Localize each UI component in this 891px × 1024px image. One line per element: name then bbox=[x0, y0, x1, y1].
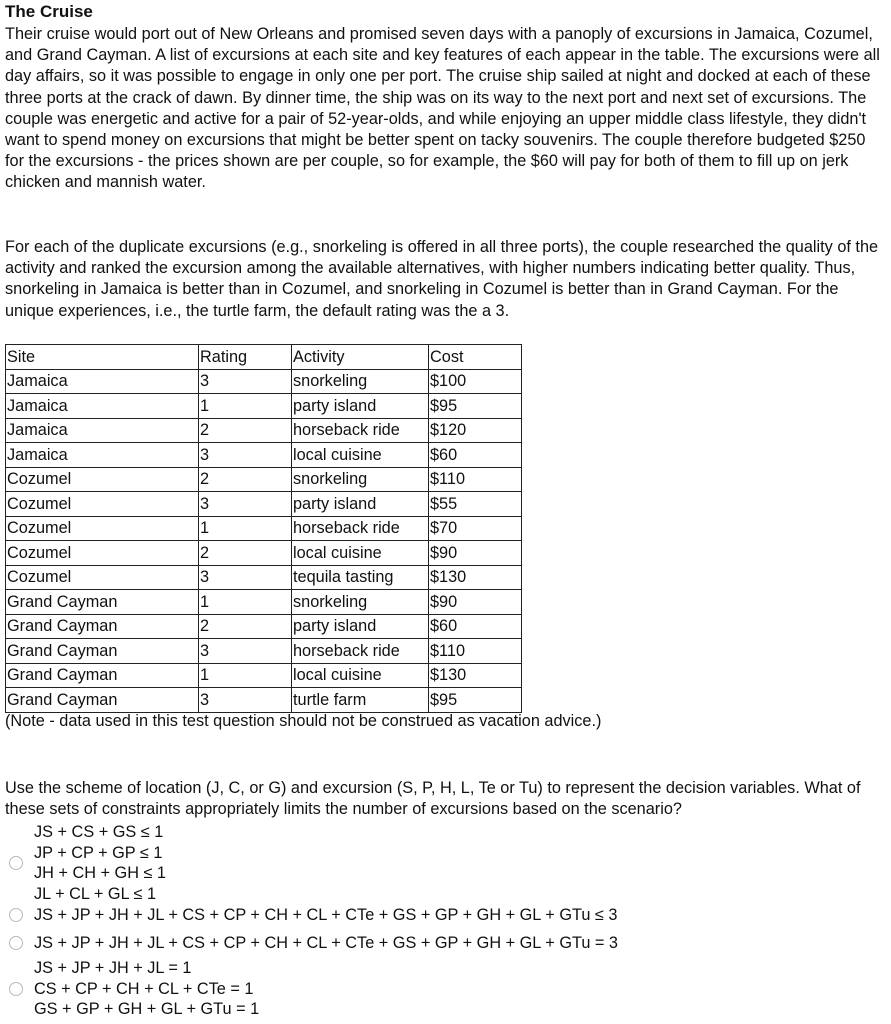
site-cell: Jamaica bbox=[6, 418, 199, 443]
constraint-line: CS + CP + CH + CL + CTe = 1 bbox=[34, 979, 254, 998]
table-row bbox=[6, 394, 522, 419]
constraint-line: GS + GP + GH + GL + GTu = 1 bbox=[34, 1000, 260, 1018]
rating-cell: 3 bbox=[199, 639, 292, 664]
rating-cell: 2 bbox=[199, 467, 292, 492]
site-cell: Cozumel bbox=[6, 516, 199, 541]
activity-cell: snorkeling bbox=[292, 467, 429, 492]
answer-option-4[interactable] bbox=[9, 958, 259, 1020]
option-text bbox=[34, 933, 618, 954]
scenario-paragraph: Their cruise would port out of New Orleans and promised seven days with a panoply of excursions in Jamaica, Cozumel, and Grand Cayman. A list of excursions at each site and key features of each appear in the table. The excursions were all day affairs, so it was possible to engage in only one per port. The cruise ship sailed at night and docked at each of these three ports at the crack of dawn. By dinner time, the ship was on its way to the next port and next set of excursions. The couple was energetic and active for a pair of 52-year-olds, and while enjoying an upper middle class lifestyle, they didn't want to spend money on excursions that might be better spent on tacky souvenirs. The couple therefore budgeted $250 for the excursions - the prices shown are per couple, so for example, the $60 will pay for both of them to fill up on jerk chicken and mannish water. bbox=[5, 25, 880, 192]
constraint-line: JH + CH + GH ≤ 1 bbox=[34, 864, 166, 882]
site-cell: Grand Cayman bbox=[6, 590, 199, 615]
site-cell: Cozumel bbox=[6, 492, 199, 517]
table-row bbox=[6, 565, 522, 590]
ratings-paragraph: For each of the duplicate excursions (e.g., snorkeling is offered in all three ports), the couple researched the quality of the activity and ranked the excursion among the available alternatives, with higher numbers indicating better quality. Thus, snorkeling in Jamaica is better than in Cozumel, and snorkeling in Cozumel is better than in Grand Cayman. For the unique experiences, i.e., the turtle farm, the default rating was the a 3. bbox=[5, 238, 879, 320]
activity-cell: horseback ride bbox=[292, 418, 429, 443]
rating-cell: 1 bbox=[199, 516, 292, 541]
rating-cell: 1 bbox=[199, 590, 292, 615]
constraint-line: JS + CS + GS ≤ 1 bbox=[34, 823, 164, 841]
constraint-line: JS + JP + JH + JL + CS + CP + CH + CL + CTe + GS + GP + GH + GL + GTu ≤ 3 bbox=[34, 906, 618, 924]
site-cell: Jamaica bbox=[6, 369, 199, 394]
table-row bbox=[6, 418, 522, 443]
activity-cell: snorkeling bbox=[292, 369, 429, 394]
site-cell: Grand Cayman bbox=[6, 639, 199, 664]
answer-option-2[interactable] bbox=[9, 905, 617, 926]
column-header: Activity bbox=[292, 345, 429, 370]
activity-cell: party island bbox=[292, 394, 429, 419]
rating-cell: 3 bbox=[199, 369, 292, 394]
activity-cell: snorkeling bbox=[292, 590, 429, 615]
activity-cell: local cuisine bbox=[292, 541, 429, 566]
site-cell: Jamaica bbox=[6, 394, 199, 419]
activity-cell: local cuisine bbox=[292, 663, 429, 688]
rating-cell: 1 bbox=[199, 394, 292, 419]
excursions-table bbox=[5, 344, 522, 713]
constraint-line: JS + JP + JH + JL = 1 bbox=[34, 959, 192, 977]
constraint-line: JP + CP + GP ≤ 1 bbox=[34, 843, 163, 862]
rating-cell: 3 bbox=[199, 492, 292, 517]
option-text bbox=[34, 958, 259, 1020]
activity-cell: party island bbox=[292, 614, 429, 639]
cost-cell: $95 bbox=[429, 394, 522, 419]
option-text bbox=[34, 822, 166, 904]
cost-cell: $100 bbox=[429, 369, 522, 394]
rating-cell: 3 bbox=[199, 688, 292, 713]
constraint-line: JL + CL + GL ≤ 1 bbox=[34, 884, 157, 903]
cost-cell: $90 bbox=[429, 590, 522, 615]
rating-cell: 3 bbox=[199, 443, 292, 468]
radio-button[interactable] bbox=[9, 982, 23, 996]
answer-option-3[interactable] bbox=[9, 933, 618, 954]
table-row bbox=[6, 663, 522, 688]
table-row bbox=[6, 492, 522, 517]
activity-cell: horseback ride bbox=[292, 639, 429, 664]
radio-button[interactable] bbox=[9, 856, 23, 870]
activity-cell: horseback ride bbox=[292, 516, 429, 541]
site-cell: Grand Cayman bbox=[6, 688, 199, 713]
table-row bbox=[6, 516, 522, 541]
site-cell: Grand Cayman bbox=[6, 614, 199, 639]
activity-cell: turtle farm bbox=[292, 688, 429, 713]
radio-button[interactable] bbox=[9, 908, 23, 922]
table-row bbox=[6, 639, 522, 664]
site-cell: Grand Cayman bbox=[6, 663, 199, 688]
option-text bbox=[34, 905, 617, 926]
cost-cell: $130 bbox=[429, 565, 522, 590]
column-header: Cost bbox=[429, 345, 522, 370]
question-text: Use the scheme of location (J, C, or G) and excursion (S, P, H, L, Te or Tu) to represent the decision variables. What of these sets of constraints appropriately limits the number of excursions based on the scenario? bbox=[5, 779, 861, 819]
rating-cell: 2 bbox=[199, 614, 292, 639]
radio-button[interactable] bbox=[9, 936, 23, 950]
table-row bbox=[6, 688, 522, 713]
constraint-line: JS + JP + JH + JL + CS + CP + CH + CL + CTe + GS + GP + GH + GL + GTu = 3 bbox=[34, 934, 618, 952]
cost-cell: $60 bbox=[429, 614, 522, 639]
cost-cell: $130 bbox=[429, 663, 522, 688]
site-cell: Cozumel bbox=[6, 467, 199, 492]
table-row bbox=[6, 590, 522, 615]
cost-cell: $95 bbox=[429, 688, 522, 713]
site-cell: Jamaica bbox=[6, 443, 199, 468]
cost-cell: $70 bbox=[429, 516, 522, 541]
rating-cell: 1 bbox=[199, 663, 292, 688]
cost-cell: $120 bbox=[429, 418, 522, 443]
answer-option-1[interactable] bbox=[9, 822, 166, 904]
site-cell: Cozumel bbox=[6, 541, 199, 566]
site-cell: Cozumel bbox=[6, 565, 199, 590]
activity-cell: tequila tasting bbox=[292, 565, 429, 590]
column-header: Site bbox=[6, 345, 199, 370]
activity-cell: local cuisine bbox=[292, 443, 429, 468]
table-row bbox=[6, 443, 522, 468]
cost-cell: $60 bbox=[429, 443, 522, 468]
rating-cell: 2 bbox=[199, 541, 292, 566]
table-row bbox=[6, 467, 522, 492]
activity-cell: party island bbox=[292, 492, 429, 517]
page-title: The Cruise bbox=[5, 2, 93, 21]
disclaimer-note: (Note - data used in this test question should not be construed as vacation advice.) bbox=[5, 712, 602, 730]
table-row bbox=[6, 369, 522, 394]
cost-cell: $90 bbox=[429, 541, 522, 566]
table-row bbox=[6, 614, 522, 639]
column-header: Rating bbox=[199, 345, 292, 370]
table-header-row bbox=[6, 345, 522, 370]
cost-cell: $110 bbox=[429, 467, 522, 492]
cost-cell: $55 bbox=[429, 492, 522, 517]
cost-cell: $110 bbox=[429, 639, 522, 664]
rating-cell: 3 bbox=[199, 565, 292, 590]
rating-cell: 2 bbox=[199, 418, 292, 443]
table-row bbox=[6, 541, 522, 566]
